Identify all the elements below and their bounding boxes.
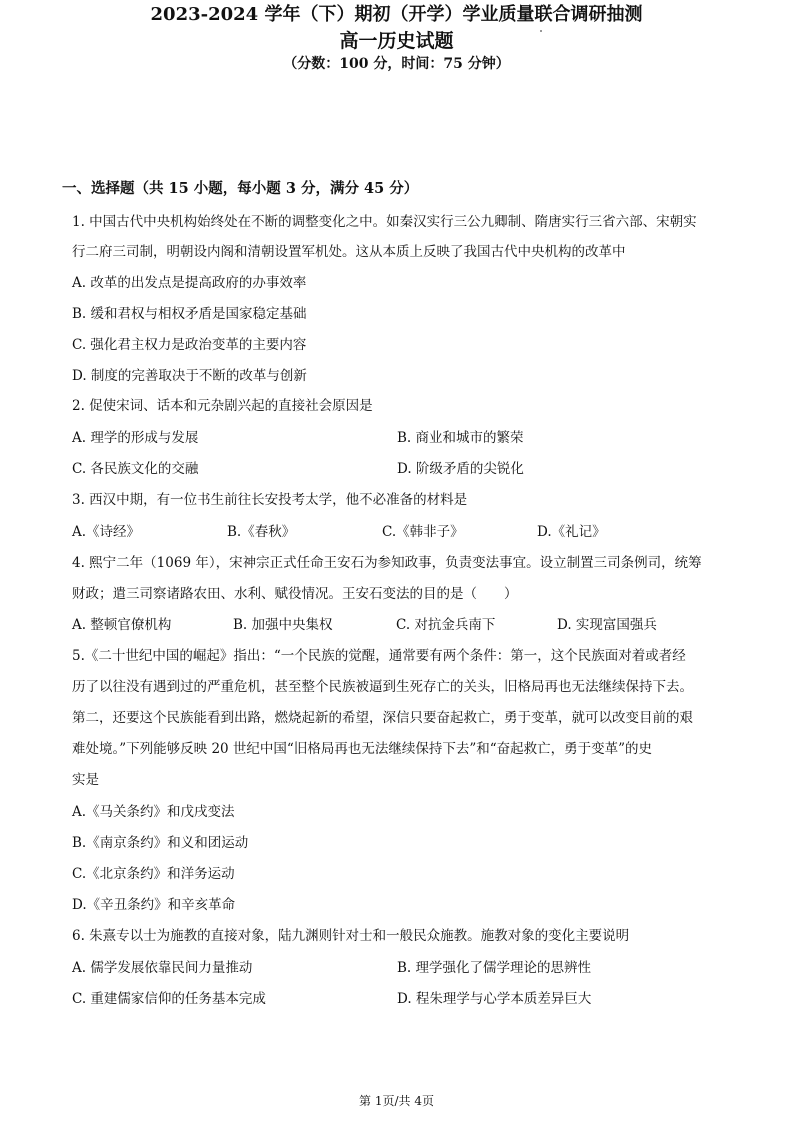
question-5-stem-line-3: 第二，还要这个民族能看到出路，燃烧起新的希望，深信只要奋起救亡，勇于变革，就可以改变目前的艰 [72, 710, 693, 726]
question-2-option-b: B. 商业和城市的繁荣 [397, 430, 524, 446]
question-3-option-b: B.《春秋》 [227, 524, 296, 540]
question-2-option-d: D. 阶级矛盾的尖锐化 [397, 461, 524, 477]
question-4-option-d: D. 实现富国强兵 [557, 617, 657, 633]
question-6-option-c: C. 重建儒家信仰的任务基本完成 [72, 991, 266, 1007]
question-1-stem-line-2: 行二府三司制，明朝设内阁和清朝设置军机处。这从本质上反映了我国古代中央机构的改革中 [72, 244, 626, 260]
question-5-stem-line-5: 实是 [72, 772, 99, 788]
exam-title: 2023-2024 学年（下）期初（开学）学业质量联合调研抽测 [150, 4, 643, 25]
question-5-stem-line-1: 5.《二十世纪中国的崛起》指出：“一个民族的觉醒，通常要有两个条件：第一，这个民族面对着或者经 [72, 648, 686, 664]
question-2-option-a: A. 理学的形成与发展 [72, 430, 199, 446]
question-3-option-d: D.《礼记》 [537, 524, 606, 540]
question-5-option-b: B.《南京条约》和义和团运动 [72, 835, 249, 851]
question-5-option-c: C.《北京条约》和洋务运动 [72, 866, 235, 882]
scan-dot [540, 30, 542, 32]
question-5-stem-line-2: 历了以往没有遇到过的严重危机，甚至整个民族被逼到生死存亡的关头，旧格局再也无法继续保持下去。 [72, 679, 693, 695]
question-5-option-d: D.《辛丑条约》和辛亥革命 [72, 897, 236, 913]
question-1-option-c: C. 强化君主权力是政治变革的主要内容 [72, 337, 307, 353]
question-6-stem: 6. 朱熹专以士为施教的直接对象，陆九渊则针对士和一般民众施教。施教对象的变化主要说明 [72, 928, 630, 944]
question-5-stem-line-4: 难处境。”下列能够反映 20 世纪中国“旧格局再也无法继续保持下去”和“奋起救亡，勇于变革”的史 [72, 741, 653, 757]
question-3-option-a: A.《诗经》 [72, 524, 141, 540]
question-2-option-c: C. 各民族文化的交融 [72, 461, 199, 477]
question-1-option-b: B. 缓和君权与相权矛盾是国家稳定基础 [72, 306, 307, 322]
question-6-option-a: A. 儒学发展依靠民间力量推动 [72, 960, 253, 976]
question-1-option-d: D. 制度的完善取决于不断的改革与创新 [72, 368, 307, 384]
page-number: 第 1页/共 4页 [359, 1094, 434, 1108]
question-4-stem-line-1: 4. 熙宁二年（1069 年），宋神宗正式任命王安石为参知政事，负责变法事宜。设立制置三司条例司，统筹 [72, 555, 702, 571]
question-4-option-c: C. 对抗金兵南下 [396, 617, 496, 633]
score-time-info: （分数：100 分，时间：75 分钟） [283, 56, 510, 72]
question-4-stem-line-2: 财政；遣三司察诸路农田、水利、赋役情况。王安石变法的目的是（ ） [72, 586, 518, 602]
question-4-option-a: A. 整顿官僚机构 [72, 617, 172, 633]
question-3-stem: 3. 西汉中期，有一位书生前往长安投考太学，他不必准备的材料是 [72, 492, 468, 508]
question-6-option-b: B. 理学强化了儒学理论的思辨性 [397, 960, 592, 976]
question-4-option-b: B. 加强中央集权 [233, 617, 333, 633]
question-3-option-c: C.《韩非子》 [382, 524, 464, 540]
section-heading: 一、选择题（共 15 小题，每小题 3 分，满分 45 分） [62, 180, 419, 197]
question-6-option-d: D. 程朱理学与心学本质差异巨大 [397, 991, 592, 1007]
question-1-stem-line-1: 1. 中国古代中央机构始终处在不断的调整变化之中。如秦汉实行三公九卿制、隋唐实行三省六部、宋朝实 [72, 214, 697, 230]
question-5-option-a: A.《马关条约》和戊戌变法 [72, 804, 235, 820]
exam-subject-title: 高一历史试题 [339, 30, 454, 52]
question-2-stem: 2. 促使宋词、话本和元杂剧兴起的直接社会原因是 [72, 398, 373, 414]
question-1-option-a: A. 改革的出发点是提高政府的办事效率 [72, 275, 307, 291]
